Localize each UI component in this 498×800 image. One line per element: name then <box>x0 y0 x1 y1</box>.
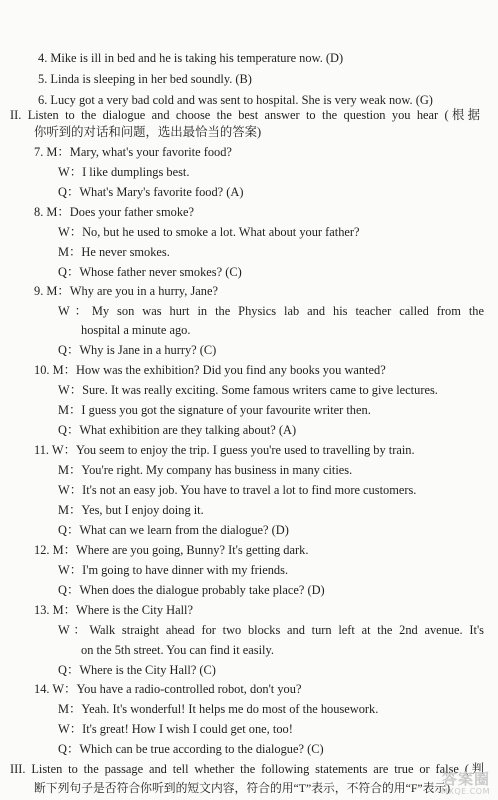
dialogue-10-w: W：Sure. It was really exciting. Some famous writers came to give lectures. <box>58 383 438 397</box>
watermark-url: MXQE.COM <box>440 787 490 796</box>
dialogue-8-w: W：No, but he used to smoke a lot. What about your father? <box>58 225 360 239</box>
dialogue-14-w: 14. W：You have a radio-controlled robot, don't you? <box>34 682 302 696</box>
dialogue-13-w: W：Walk straight ahead for two blocks and turn left at the 2nd avenue. It's <box>58 623 484 637</box>
dialogue-13-w-cont: on the 5th street. You can find it easily. <box>81 643 274 657</box>
dialogue-9-w-cont: hospital a minute ago. <box>81 323 191 337</box>
dialogue-9-q: Q：Why is Jane in a hurry? (C) <box>58 343 217 357</box>
dialogue-14-w2: W：It's great! How I wish I could get one, too! <box>58 722 293 736</box>
dialogue-12-m: 12. M：Where are you going, Bunny? It's getting dark. <box>34 543 309 557</box>
dialogue-9-w: W：My son was hurt in the Physics lab and his teacher called from the <box>58 304 484 318</box>
dialogue-14-q: Q：Which can be true according to the dialogue? (C) <box>58 742 324 756</box>
watermark-text: 答案圈 <box>441 770 490 788</box>
dialogue-14-m: M：Yeah. It's wonderful! It helps me do most of the housework. <box>58 702 379 716</box>
section-ii-heading: II. Listen to the dialogue and choose the best answer to the question you hear (根据 <box>10 108 480 122</box>
dialogue-12-w: W：I'm going to have dinner with my friends. <box>58 563 289 577</box>
dialogue-10-q: Q：What exhibition are they talking about? (A) <box>58 423 297 437</box>
dialogue-12-q: Q：When does the dialogue probably take place? (D) <box>58 583 325 597</box>
dialogue-7-m: 7. M：Mary, what's your favorite food? <box>34 145 232 159</box>
dialogue-7-q: Q：What's Mary's favorite food? (A) <box>58 185 244 199</box>
item-6: 6. Lucy got a very bad cold and was sent to hospital. She is very weak now. (G) <box>38 93 433 107</box>
dialogue-11-w2: W：It's not an easy job. You have to travel a lot to find more customers. <box>58 483 417 497</box>
dialogue-13-q: Q：Where is the City Hall? (C) <box>58 663 216 677</box>
dialogue-8-m2: M：He never smokes. <box>58 245 170 259</box>
dialogue-11-w: 11. W：You seem to enjoy the trip. I guess you're used to travelling by train. <box>34 443 415 457</box>
dialogue-10-m: 10. M：How was the exhibition? Did you find any books you wanted? <box>34 363 386 377</box>
dialogue-9-m: 9. M：Why are you in a hurry, Jane? <box>34 284 218 298</box>
dialogue-11-m: M：You're right. My company has business in many cities. <box>58 463 353 477</box>
dialogue-7-w: W：I like dumplings best. <box>58 165 190 179</box>
dialogue-11-q: Q：What can we learn from the dialogue? (D) <box>58 523 289 537</box>
item-4: 4. Mike is ill in bed and he is taking his temperature now. (D) <box>38 51 344 65</box>
watermark-logo <box>412 772 490 796</box>
section-iii-heading: III. Listen to the passage and tell whether the following statements are true or false (判 <box>10 762 484 776</box>
dialogue-11-m2: M：Yes, but I enjoy doing it. <box>58 503 204 517</box>
item-5: 5. Linda is sleeping in her bed soundly. (B) <box>38 72 252 86</box>
dialogue-8-q: Q：Whose father never smokes? (C) <box>58 265 242 279</box>
section-iii-heading-cont: 断下列句子是否符合你听到的短文内容，符合的用“T”表示，不符合的用“F”表示) <box>34 781 451 795</box>
dialogue-10-m2: M：I guess you got the signature of your favourite writer then. <box>58 403 371 417</box>
section-ii-heading-cont: 你听到的对话和问题，选出最恰当的答案) <box>34 125 262 139</box>
dialogue-8-m: 8. M：Does your father smoke? <box>34 205 195 219</box>
dialogue-13-m: 13. M：Where is the City Hall? <box>34 603 193 617</box>
